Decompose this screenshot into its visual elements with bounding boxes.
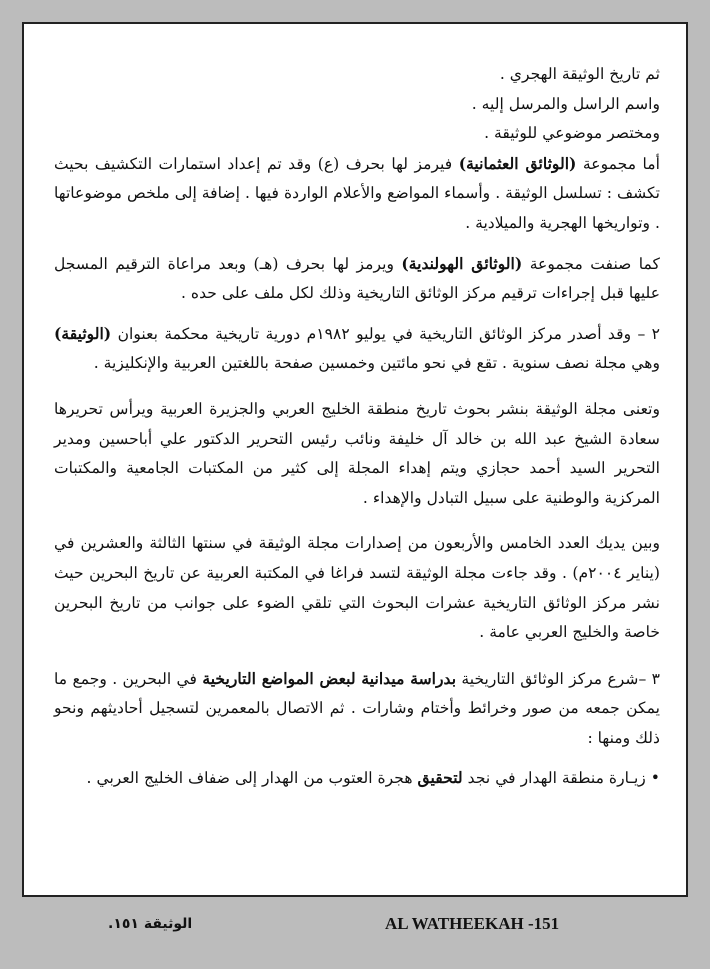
paragraph-9-intro: ٣ –شرع مركز الوثائق التاريخية: [461, 669, 660, 688]
paragraph-3: ومختصر موضوعي للوثيقة .: [484, 124, 660, 143]
page-footer: [0, 900, 710, 960]
paragraph-4-rest: فيرمز لها بحرف (ع) وقد تم إعداد استمارات التكشيف بحيث تكشف : تسلسل الوثيقة . وأسماء المواضع والأعلام الواردة فيها . إضافة إلى ملخص موضوعاتها . وتواريخها الهجرية والميلادية .: [54, 154, 660, 232]
paragraph-4-intro: أما مجموعة: [582, 154, 660, 173]
paragraph-1: ثم تاريخ الوثيقة الهجري .: [499, 65, 660, 83]
paragraph-5-rest: ويرمز لها بحرف (هـ) وبعد مراعاة الترقيم المسجل عليها قبل إجراءات ترقيم مركز الوثائق التاريخية وذلك لكل ملف على حده .: [54, 254, 660, 303]
dutch-documents-term: (الوثائق الهولندية): [401, 253, 523, 273]
paragraph-dutch-documents: [54, 249, 660, 309]
verification-term: لتحقيق: [417, 768, 463, 788]
journal-name-term: (الوثيقة): [54, 323, 112, 343]
paragraph-6-intro: ٢ – وقد أصدر مركز الوثائق التاريخية في يوليو ١٩٨٢م دورية تاريخية محكمة بعنوان: [117, 324, 660, 343]
paragraph-10-rest: هجرة العتوب من الهدار إلى ضفاف الخليج العربي .: [86, 769, 413, 788]
paragraph-journal-founding: [54, 319, 660, 379]
paragraph-9-rest: في البحرين . وجمع ما يمكن جمعه من صور وخرائط وأختام وشارات . ثم الاتصال بالمعمرين لتسجيل أحاديثهم ونحو ذلك ومنها :: [54, 669, 660, 747]
paragraph-field-study: [54, 664, 660, 754]
paragraph-al-haddar-visit: [54, 763, 660, 794]
body-text: [54, 60, 660, 794]
paragraph-journal-editors: وتعنى مجلة الوثيقة بنشر بحوث تاريخ منطقة الخليج العربي والجزيرة العربية ويرأس تحريرها سعادة الشيخ عبد الله بن خالد آل خليفة ونائب رئيس التحرير الدكتور علي أباحسين ومدير التحرير السيد أحمد حجازي ويتم إهداء المجلة إلى كثير من المكتبات الجامعية والمكتبات المركزية والوطنية على سبيل التبادل والإهداء .: [54, 399, 660, 507]
paragraph-issue-45: وبين يديك العدد الخامس والأربعون من إصدارات مجلة الوثيقة في سنتها الثالثة والعشرين في (يناير ٢٠٠٤م) . وقد جاءت مجلة الوثيقة لتسد فراغا في المكتبة العربية عن تاريخ البحرين حيث نشر مركز الوثائق التاريخية عشرات البحوث التي تلقي الضوء على جوانب من تاريخ البحرين خاصة والخليج العربي عامة .: [54, 534, 660, 642]
paragraph-6-rest: وهي مجلة نصف سنوية . تقع في نحو مائتين وخمسين صفحة باللغتين العربية والإنكليزية .: [93, 354, 660, 373]
paragraph-2: واسم الراسل والمرسل إليه .: [471, 94, 660, 113]
journal-title-latin: AL WATHEEKAH -151: [385, 914, 560, 933]
paragraph-5-intro: كما صنفت مجموعة: [529, 254, 660, 273]
page-frame: [22, 22, 688, 897]
ottoman-documents-term: (الوثائق العثمانية): [458, 153, 577, 173]
field-study-term: بدراسة ميدانية لبعض المواضع التاريخية: [202, 668, 457, 688]
paragraph-ottoman-documents: [54, 149, 660, 239]
paragraph-10-intro: زيـارة منطقة الهدار في نجد: [467, 769, 646, 788]
bullet-icon: •: [650, 769, 660, 788]
journal-title-arabic: الوثيقة ١٥١.: [108, 916, 193, 932]
